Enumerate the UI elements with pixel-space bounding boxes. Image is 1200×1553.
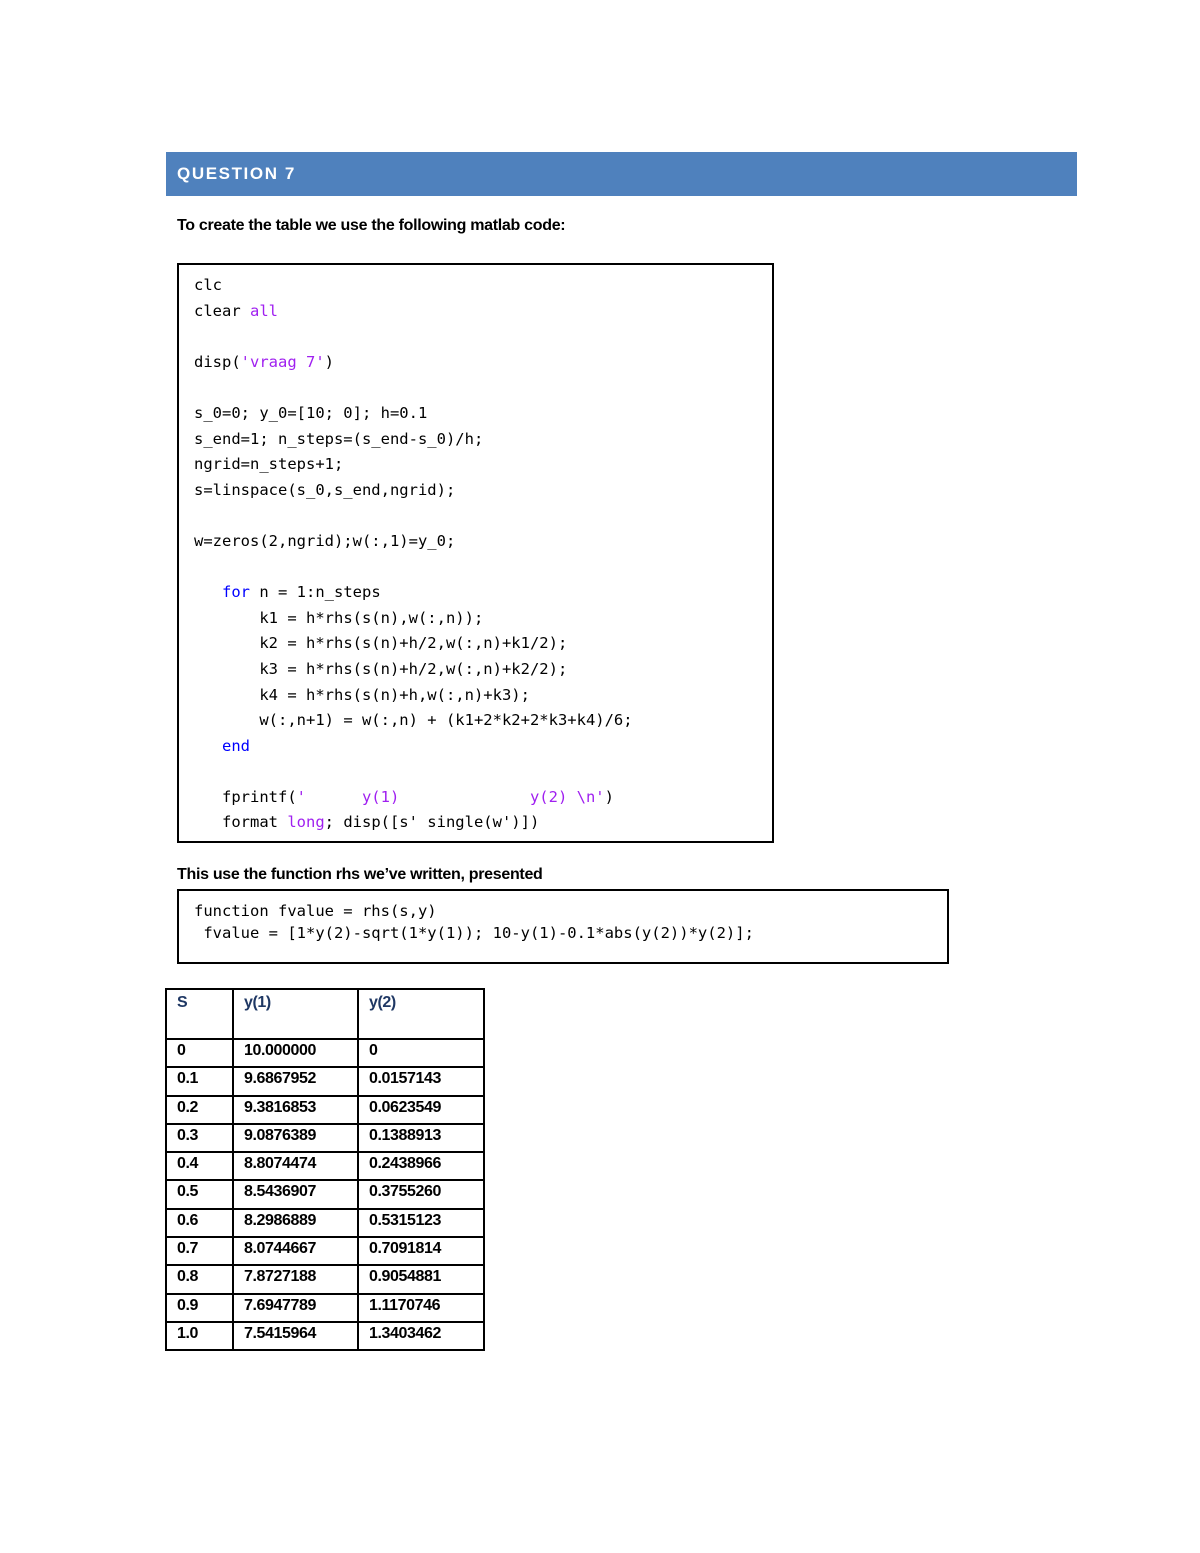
code-line-11: k2 = h*rhs(s(n)+h/2,w(:,n)+k1/2); [259,634,568,653]
cell-y1: 10.000000 [233,1039,358,1067]
results-table [165,988,485,1351]
code-line-17: format long; disp([s' single(w')]) [222,813,540,832]
cell-s: 0.3 [166,1124,233,1152]
cell-s: 0.8 [166,1265,233,1293]
function-line-2: fvalue = [1*y(2)-sqrt(1*y(1)); 10-y(1)-0.1*abs(y(2))*y(2)]; [194,924,754,942]
code-line-14: w(:,n+1) = w(:,n) + (k1+2*k2+2*k3+k4)/6; [259,711,633,730]
code-line-7: s=linspace(s_0,s_end,ngrid); [194,480,456,499]
table-header-row [166,989,484,1039]
code-line-4: s_0=0; y_0=[10; 0]; h=0.1 [194,403,428,422]
cell-y1: 7.8727188 [233,1265,358,1293]
table-row [166,1096,484,1124]
cell-y1: 7.5415964 [233,1322,358,1350]
section-title: QUESTION 7 [177,164,296,183]
cell-s: 0.7 [166,1237,233,1265]
code-line-15: end [222,736,250,755]
cell-y1: 8.2986889 [233,1209,358,1237]
cell-y1: 9.3816853 [233,1096,358,1124]
cell-y2: 0.7091814 [358,1237,484,1265]
code-line-blank [194,503,772,529]
header-s: S [166,989,233,1039]
cell-s: 0.4 [166,1152,233,1180]
code-line-8: w=zeros(2,ngrid);w(:,1)=y_0; [194,531,456,550]
cell-s: 0.5 [166,1180,233,1208]
cell-y2: 0.5315123 [358,1209,484,1237]
cell-y2: 0 [358,1039,484,1067]
code-line-3: disp('vraag 7') [194,352,335,371]
cell-s: 0 [166,1039,233,1067]
table-row [166,1152,484,1180]
cell-y2: 0.0623549 [358,1096,484,1124]
matlab-code-block [177,263,774,843]
table-row [166,1237,484,1265]
table-row [166,1294,484,1322]
table-row [166,1322,484,1350]
intro-text: To create the table we use the following matlab code: [177,217,566,234]
code-line-blank [194,324,772,350]
header-y1: y(1) [233,989,358,1039]
cell-s: 0.2 [166,1096,233,1124]
table-row [166,1067,484,1095]
cell-y2: 1.3403462 [358,1322,484,1350]
cell-y2: 1.1170746 [358,1294,484,1322]
code-line-6: ngrid=n_steps+1; [194,455,344,474]
cell-y2: 0.2438966 [358,1152,484,1180]
table-row [166,1039,484,1067]
cell-y1: 8.5436907 [233,1180,358,1208]
cell-y1: 9.6867952 [233,1067,358,1095]
cell-y1: 8.0744667 [233,1237,358,1265]
code-line-16: fprintf(' y(1) y(2) \n') [222,787,614,806]
rhs-function-code-block [177,889,949,964]
cell-s: 0.9 [166,1294,233,1322]
table-row [166,1124,484,1152]
code-line-1: clc [194,276,222,294]
code-line-10: k1 = h*rhs(s(n),w(:,n)); [259,608,484,627]
code-line-13: k4 = h*rhs(s(n)+h,w(:,n)+k3); [259,685,530,704]
header-y2: y(2) [358,989,484,1039]
table-row [166,1180,484,1208]
cell-y1: 9.0876389 [233,1124,358,1152]
cell-s: 0.1 [166,1067,233,1095]
rhs-intro-text: This use the function rhs we’ve written, presented [177,866,543,883]
code-line-blank [194,759,772,785]
code-line-12: k3 = h*rhs(s(n)+h/2,w(:,n)+k2/2); [259,659,568,678]
code-line-2: clear all [194,301,278,320]
cell-y2: 0.1388913 [358,1124,484,1152]
section-header [166,152,1077,196]
cell-y2: 0.0157143 [358,1067,484,1095]
cell-s: 1.0 [166,1322,233,1350]
code-line-blank [194,375,772,401]
code-line-5: s_end=1; n_steps=(s_end-s_0)/h; [194,429,484,448]
cell-y2: 0.3755260 [358,1180,484,1208]
cell-s: 0.6 [166,1209,233,1237]
cell-y2: 0.9054881 [358,1265,484,1293]
function-line-1: function fvalue = rhs(s,y) [194,902,437,920]
cell-y1: 7.6947789 [233,1294,358,1322]
cell-y1: 8.8074474 [233,1152,358,1180]
code-line-9: for n = 1:n_steps [222,583,381,602]
table-row [166,1209,484,1237]
table-row [166,1265,484,1293]
code-line-blank [194,555,772,581]
